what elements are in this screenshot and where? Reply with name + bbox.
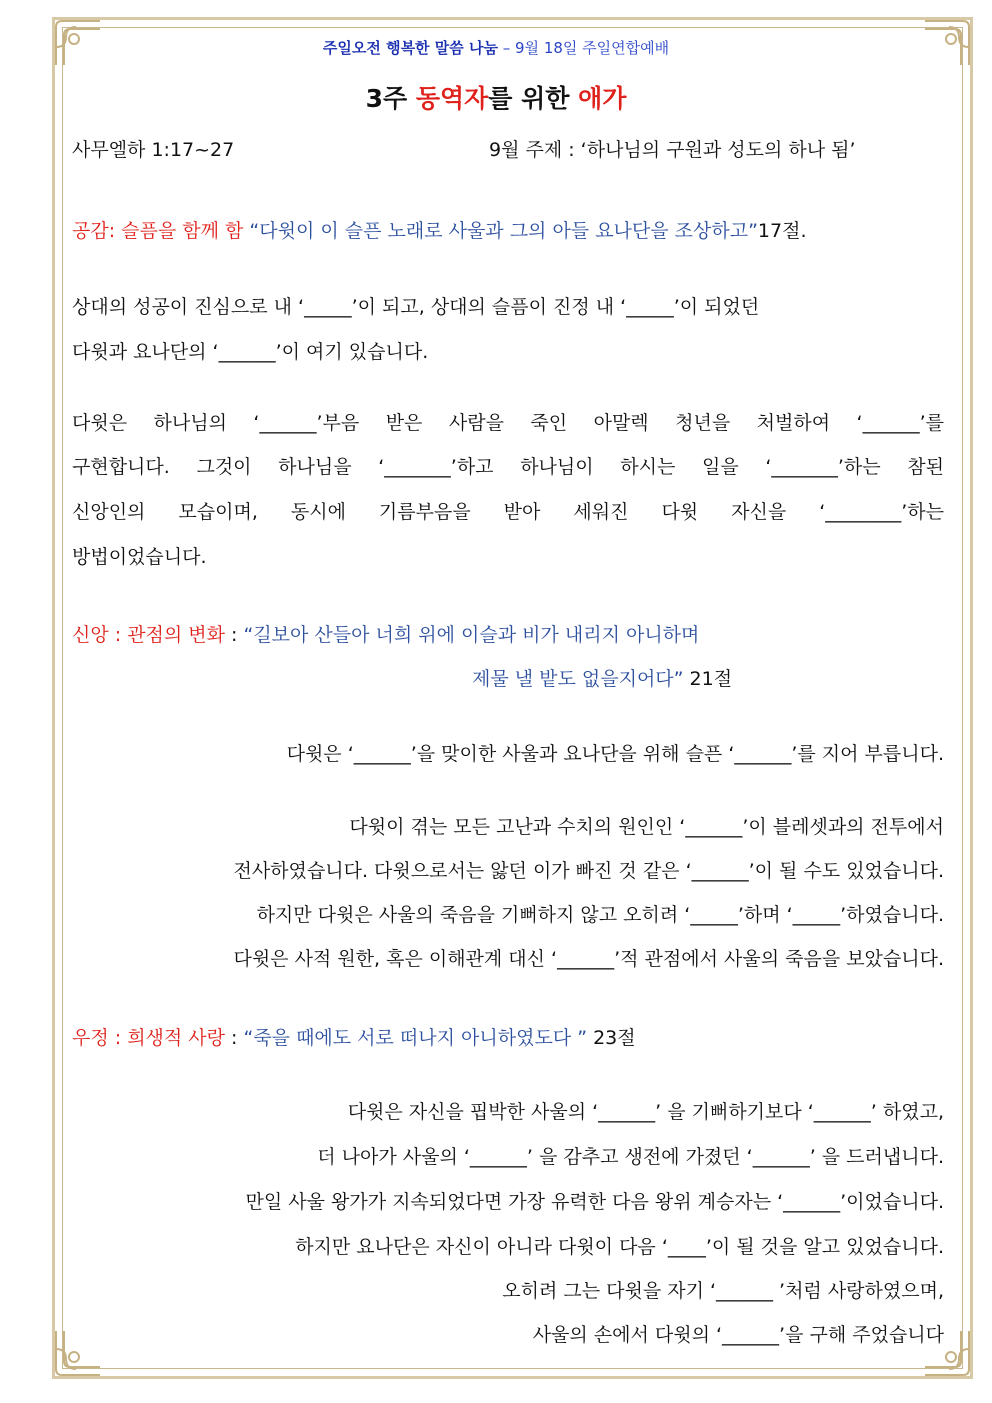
section-1-paragraph-line: 다윗은 하나님의 ‘______’부음 받은 사람을 죽인 아말렉 청년을 처벌하여 ‘______’를 [72,412,944,434]
section-2-paragraph-line: 다윗이 겪는 모든 고난과 수치의 원인인 ‘______’이 블레셋과의 전투에서 [349,816,944,838]
section-1-verse: 17절. [757,220,807,242]
section-2-quote-line-2: 제물 낼 밭도 없을지어다” [472,668,684,690]
section-1-quote: “다윗이 이 슬픈 노래로 사울과 그의 아들 요나단을 조상하고” [249,220,758,242]
section-2-colon: : [225,624,244,646]
section-2-quote-line-1: “길보아 산들아 너희 위에 이슬과 비가 내리지 아니하며 [243,624,700,646]
section-3-colon: : [225,1027,244,1049]
section-1-heading: 공감: 슬픔을 함께 함 [72,220,244,242]
section-3-paragraph-line: 다윗은 자신을 핍박한 사울의 ‘______’ 을 기뻐하기보다 ‘______’ 하였고, [347,1101,944,1123]
header-date: 9월 18일 주일연합예배 [515,39,670,57]
section-1-paragraph-line: 방법이었습니다. [72,546,207,568]
section-3-heading: 우정 : 희생적 사랑 [72,1027,225,1049]
section-2-heading: 신앙 : 관점의 변화 [72,624,225,646]
section-3-quote: “죽을 때에도 서로 떠나지 아니하였도다 ” [243,1027,588,1049]
page-title [0,84,992,114]
header-separator: – [502,39,511,57]
header-label: 주일오전 행복한 말씀 나눔 [322,39,498,57]
section-2-heading-line [72,623,699,647]
title-highlight-1: 동역자 [415,84,489,113]
section-3-paragraph-line: 오히려 그는 다윗을 자기 ‘______ ’처럼 사랑하였으며, [502,1280,944,1302]
section-2-paragraph-line: 다윗은 ‘______’을 맞이한 사울과 요나단을 위해 슬픈 ‘______’를 지어 부릅니다. [286,743,944,765]
section-3-heading-line [72,1026,636,1050]
section-3-paragraph-line: 사울의 손에서 다윗의 ‘______’을 구해 주었습니다 [532,1324,944,1346]
section-1-paragraph-line: 구현합니다. 그것이 하나님을 ‘_______’하고 하나님이 하시는 일을 ‘_______’하는 참된 [72,456,944,478]
scripture-reference: 사무엘하 1:17~27 [72,139,235,161]
section-2-quote-continuation [472,667,732,691]
section-1-paragraph-line: 다윗과 요나단의 ‘______’이 여기 있습니다. [72,341,429,363]
page-header [0,36,992,60]
section-2-paragraph-line: 전사하였습니다. 다윗으로서는 앓던 이가 빠진 것 같은 ‘______’이 될 수도 있었습니다. [233,860,944,882]
title-prefix: 3주 [365,84,416,113]
section-3-paragraph-line: 하지만 요나단은 자신이 아니라 다윗이 다음 ‘____’이 될 것을 알고 있었습니다. [295,1236,944,1258]
title-highlight-2: 애가 [578,84,627,113]
section-1-paragraph-line: 상대의 성공이 진심으로 내 ‘_____’이 되고, 상대의 슬픔이 진정 내 ‘_____’이 되었던 [72,296,760,318]
title-middle: 를 위한 [488,84,579,113]
section-2-paragraph-line: 하지만 다윗은 사울의 죽음을 기뻐하지 않고 오히려 ‘_____’하며 ‘_____’하였습니다. [256,904,944,926]
section-3-paragraph-line: 만일 사울 왕가가 지속되었다면 가장 유력한 다음 왕위 계승자는 ‘______’이었습니다. [245,1191,944,1213]
month-theme: 9월 주제 : ‘하나님의 구원과 성도의 하나 됨’ [489,139,856,161]
section-2-verse: 21절 [683,668,733,690]
section-1-paragraph-line: 신앙인의 모습이며, 동시에 기름부음을 받아 세워진 다윗 자신을 ‘________’하는 [72,501,944,523]
corner-ornament-icon [52,1327,104,1379]
section-2-paragraph-line: 다윗은 사적 원한, 혹은 이해관계 대신 ‘______’적 관점에서 사울의 죽음을 보았습니다. [233,948,944,970]
section-3-verse: 23절 [587,1027,636,1049]
section-3-paragraph-line: 더 나아가 사울의 ‘______’ 을 감추고 생전에 가졌던 ‘______’ 을 드러냅니다. [317,1146,944,1168]
section-1-heading-line [72,219,807,243]
